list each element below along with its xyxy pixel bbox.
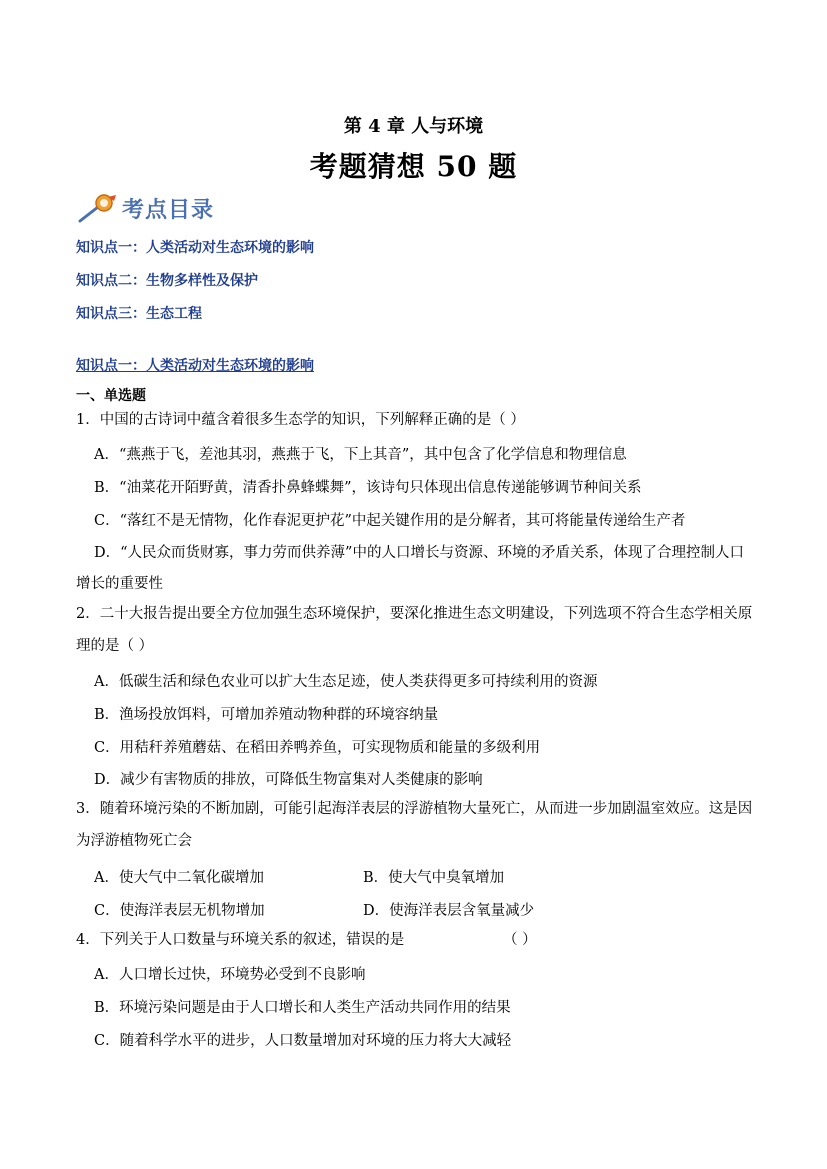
question-4-option-c: C．随着科学水平的进步，人口数量增加对环境的压力将大大减轻 [94,1033,512,1049]
toc-link-1[interactable]: 知识点一：人类活动对生态环境的影响 [76,240,314,256]
toc-heading: 考点目录 [122,198,215,223]
question-3-option-c: C．使海洋表层无机物增加 [94,903,265,919]
question-3-option-b: B．使大气中臭氧增加 [363,870,505,886]
page-title: 考题猜想 50 题 [309,150,518,183]
chapter-title: 第 4 章 人与环境 [343,116,484,137]
section-heading[interactable]: 知识点一：人类活动对生态环境的影响 [76,358,314,374]
question-2-option-d: D．减少有害物质的排放，可降低生物富集对人类健康的影响 [94,772,483,788]
question-4-stem: 4．下列关于人口数量与环境关系的叙述，错误的是 [76,932,405,948]
toc-link-3[interactable]: 知识点三：生态工程 [76,306,202,322]
question-3-option-a: A．使大气中二氧化碳增加 [94,870,264,886]
question-1-option-d-cont: 增长的重要性 [76,576,163,592]
question-1-stem: 1．中国的古诗词中蕴含着很多生态学的知识，下列解释正确的是（ ） [76,412,525,428]
question-2-stem: 2．二十大报告提出要全方位加强生态环境保护，要深化推进生态文明建设，下列选项不符合生态学相关原 [76,606,753,622]
question-1-option-d: D．“人民众而货财寡，事力劳而供养薄”中的人口增长与资源、环境的矛盾关系，体现了合理控制人口 [94,545,744,561]
toc-link-2[interactable]: 知识点二：生物多样性及保护 [76,273,258,289]
question-2-option-a: A．低碳生活和绿色农业可以扩大生态足迹，使人类获得更多可持续利用的资源 [94,674,598,690]
question-4-answer-blank: （ ） [503,932,537,948]
question-4-option-b: B．环境污染问题是由于人口增长和人类生产活动共同作用的结果 [94,1000,511,1016]
question-3-stem-cont: 为浮游植物死亡会 [76,833,192,849]
question-2-option-c: C．用秸秆养殖蘑菇、在稻田养鸭养鱼，可实现物质和能量的多级利用 [94,740,541,756]
magnifier-pencil-icon [78,193,120,225]
question-2-option-b: B．渔场投放饵料，可增加养殖动物种群的环境容纳量 [94,707,439,723]
question-3-option-d: D．使海洋表层含氧量减少 [363,903,535,919]
question-1-option-a: A．“燕燕于飞，差池其羽，燕燕于飞，下上其音”，其中包含了化学信息和物理信息 [94,447,627,463]
question-4-option-a: A．人口增长过快，环境势必受到不良影响 [94,967,366,983]
question-1-option-b: B．“油菜花开陌野黄，清香扑鼻蜂蝶舞”，该诗句只体现出信息传递能够调节种间关系 [94,480,642,496]
question-type-heading: 一、单选题 [76,388,146,404]
question-1-option-c: C．“落红不是无情物，化作春泥更护花”中起关键作用的是分解者，其可将能量传递给生产者 [94,513,686,529]
question-3-stem: 3．随着环境污染的不断加剧，可能引起海洋表层的浮游植物大量死亡，从而进一步加剧温室效应。这是因 [76,801,753,817]
question-2-stem-cont: 理的是（ ） [76,638,154,654]
